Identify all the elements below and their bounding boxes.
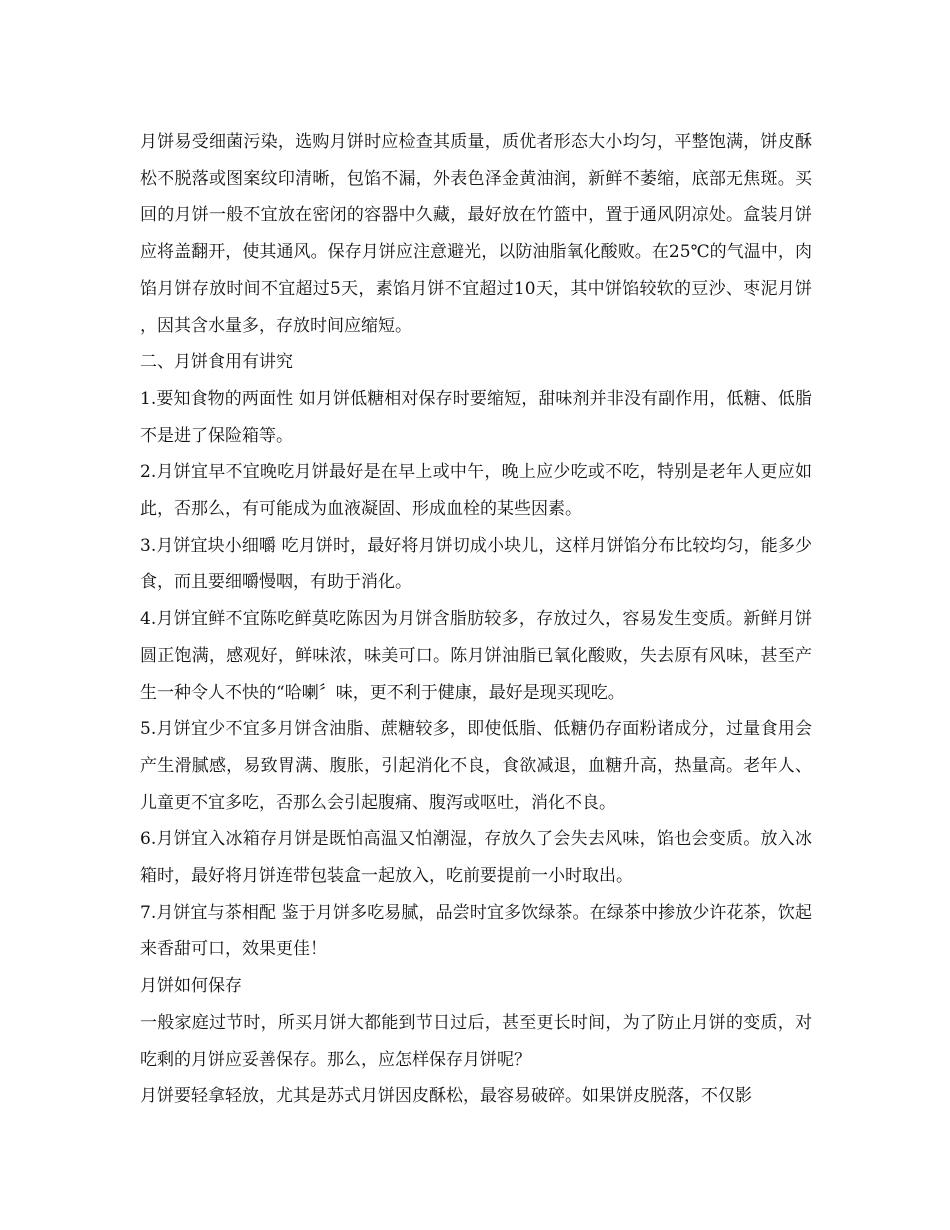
paragraph-storage-intro: 月饼易受细菌污染，选购月饼时应检查其质量，质优者形态大小均匀，平整饱满，饼皮酥松不脱落或图案纹印清晰，包馅不漏，外表色泽金黄油润，新鲜不萎缩，底部无焦斑。买回的月饼一般不宜放在密闭的容器中久藏，最好放在竹篮中，置于通风阴凉处。盒装月饼应将盖翻开，使其通风。保存月饼应注意避光，以防油脂氧化酸败。在25℃的气温中，肉馅月饼存放时间不宜超过5天，素馅月饼不宜超过10天，其中饼馅较软的豆沙、枣泥月饼，因其含水量多，存放时间应缩短。 <box>140 132 812 336</box>
paragraph-tip-1: 1.要知食物的两面性 如月饼低糖相对保存时要缩短，甜味剂并非没有副作用，低糖、低脂不是进了保险箱等。 <box>140 388 812 446</box>
paragraph-storage-1: 一般家庭过节时，所买月饼大都能到节日过后，甚至更长时间，为了防止月饼的变质，对吃剩的月饼应妥善保存。那么，应怎样保存月饼呢？ <box>140 1012 812 1070</box>
paragraph-tip-2: 2.月饼宜早不宜晚吃月饼最好是在早上或中午，晚上应少吃或不吃，特别是老年人更应如此，否那么，有可能成为血液凝固、形成血栓的某些因素。 <box>140 462 812 520</box>
paragraph-storage-2: 月饼要轻拿轻放，尤其是苏式月饼因皮酥松，最容易破碎。如果饼皮脱落，不仅影 <box>140 1086 752 1107</box>
paragraph-tip-4: 4.月饼宜鲜不宜陈吃鲜莫吃陈因为月饼含脂肪较多，存放过久，容易发生变质。新鲜月饼圆正饱满，感观好，鲜味浓，味美可口。陈月饼油脂已氧化酸败，失去原有风味，甚至产生一种令人不快的“哈喇〞味，更不利于健康，最好是现买现吃。 <box>140 609 812 703</box>
paragraph-tip-3: 3.月饼宜块小细嚼 吃月饼时，最好将月饼切成小块儿，这样月饼馅分布比较均匀，能多少食，而且要细嚼慢咽，有助于消化。 <box>140 535 812 593</box>
paragraph-tip-5: 5.月饼宜少不宜多月饼含油脂、蔗糖较多，即使低脂、低糖仍存面粉诸成分，过量食用会产生滑腻感，易致胃满、腹胀，引起消化不良，食欲减退，血糖升高，热量高。老年人、儿童更不宜多吃，否那么会引起腹痛、腹泻或呕吐，消化不良。 <box>140 719 812 813</box>
section-heading-eating: 二、月饼食用有讲究 <box>140 352 293 373</box>
paragraph-tip-6: 6.月饼宜入冰箱存月饼是既怕高温又怕潮湿，存放久了会失去风味，馅也会变质。放入冰箱时，最好将月饼连带包装盒一起放入，吃前要提前一小时取出。 <box>140 829 812 887</box>
paragraph-tip-7: 7.月饼宜与茶相配 鉴于月饼多吃易腻，品尝时宜多饮绿茶。在绿茶中掺放少许花茶，饮起来香甜可口，效果更佳！ <box>140 902 812 960</box>
document-body <box>140 124 812 1115</box>
section-heading-storage: 月饼如何保存 <box>140 976 242 997</box>
